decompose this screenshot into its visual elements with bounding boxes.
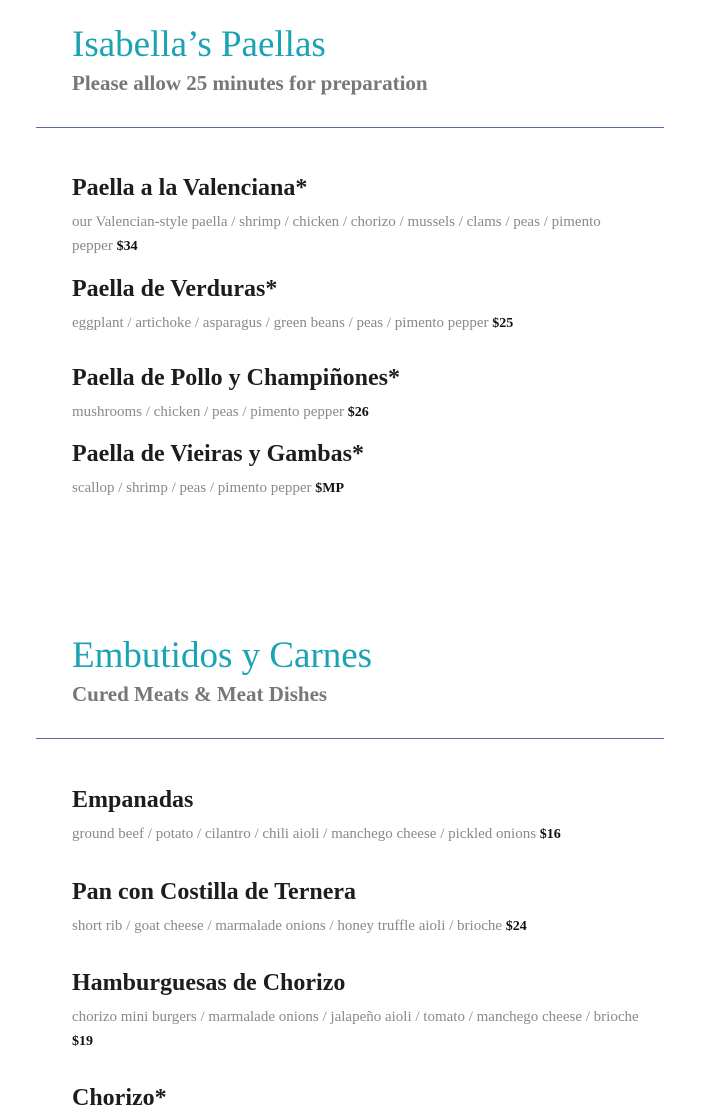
menu-item-description: our Valencian-style paella / shrimp / chicken / chorizo / mussels / clams / peas / pimento pepper $34	[72, 214, 601, 254]
menu-item	[72, 788, 642, 847]
menu-item	[72, 366, 642, 425]
section-divider	[36, 127, 664, 128]
menu-item-price: $16	[539, 827, 561, 842]
menu-item-name: Chorizo*	[72, 1085, 167, 1111]
menu-item-price: $MP	[315, 481, 345, 496]
section-subtitle-embutidos: Cured Meats & Meat Dishes	[72, 682, 328, 706]
menu-item-name: Paella de Pollo y Champiñones*	[72, 365, 401, 391]
menu-item-price: $26	[347, 405, 369, 420]
menu-item-name: Paella de Vieiras y Gambas*	[72, 441, 364, 467]
menu-item-description: ground beef / potato / cilantro / chili aioli / manchego cheese / pickled onions $16	[72, 826, 561, 842]
menu-item-price: $25	[492, 316, 514, 331]
menu-item	[72, 971, 642, 1054]
menu-item-description: mushrooms / chicken / peas / pimento pepper $26	[72, 404, 369, 420]
section-subtitle-paellas: Please allow 25 minutes for preparation	[72, 71, 428, 95]
menu-item-description: scallop / shrimp / peas / pimento pepper $MP	[72, 480, 345, 496]
menu-item-name: Paella a la Valenciana*	[72, 175, 308, 201]
section-divider	[36, 738, 664, 739]
menu-item	[72, 277, 642, 336]
section-title-embutidos: Embutidos y Carnes	[72, 635, 373, 676]
section-title-paellas: Isabella’s Paellas	[72, 24, 326, 65]
menu-item-name: Paella de Verduras*	[72, 276, 278, 302]
menu-item-price: $34	[116, 239, 138, 254]
menu-item	[72, 880, 642, 939]
menu-item	[72, 442, 642, 501]
menu-item-name: Hamburguesas de Chorizo	[72, 970, 346, 996]
menu-item-name: Pan con Costilla de Ternera	[72, 879, 357, 905]
menu-item	[72, 176, 642, 259]
menu-item-price: $19	[72, 1034, 93, 1049]
menu-item-description: chorizo mini burgers / marmalade onions / jalapeño aioli / tomato / manchego cheese / brioche $19	[72, 1009, 639, 1049]
menu-item	[72, 1086, 642, 1110]
menu-item-description: eggplant / artichoke / asparagus / green beans / peas / pimento pepper $25	[72, 315, 514, 331]
menu-item-price: $24	[505, 919, 527, 934]
menu-item-name: Empanadas	[72, 787, 194, 813]
menu-item-description: short rib / goat cheese / marmalade onions / honey truffle aioli / brioche $24	[72, 918, 527, 934]
